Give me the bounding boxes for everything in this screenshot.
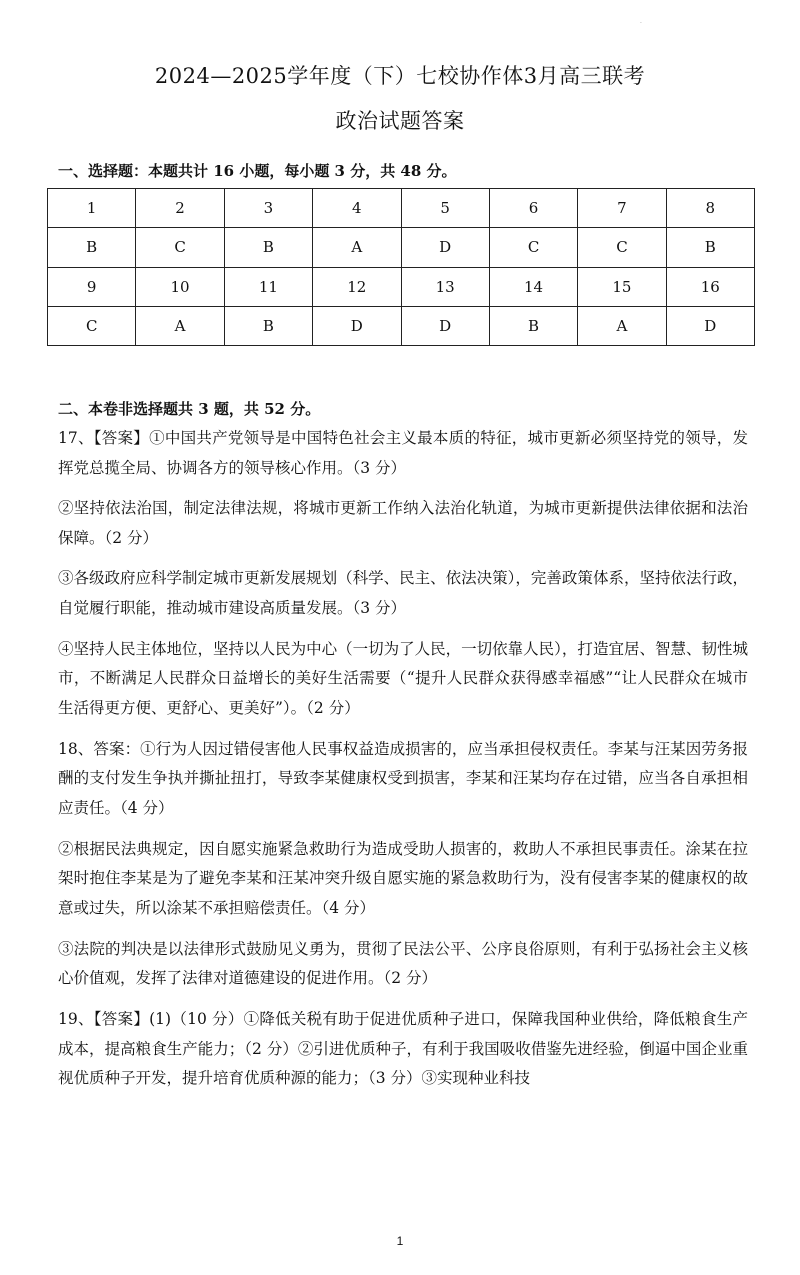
answer-row	[48, 306, 755, 345]
answer-cell: C	[489, 228, 577, 267]
question-number-cell: 12	[313, 267, 401, 306]
scan-speck: ·	[640, 20, 642, 27]
section-1-heading: 一、选择题：本题共计 16 小题，每小题 3 分，共 48 分。	[58, 162, 457, 180]
answer-cell: B	[666, 228, 754, 267]
question-number-cell: 1	[48, 189, 136, 228]
answer-paragraph: 19、【答案】(1)（10 分）①降低关税有助于促进优质种子进口，保障我国种业供给，降低粮食生产成本，提高粮食生产能力；（2 分）②引进优质种子，有利于我国吸收借鉴先进经验，倒逼中国企业重视优质种子开发，提升培育优质种源的能力；（3 分）③实现种业科技	[58, 1009, 748, 1088]
answer-cell: B	[224, 228, 312, 267]
answer-cell: B	[489, 306, 577, 345]
section-2-heading: 二、本卷非选择题共 3 题，共 52 分。	[58, 400, 321, 418]
answer-cell: B	[48, 228, 136, 267]
question-number-cell: 4	[313, 189, 401, 228]
answer-cell: A	[136, 306, 224, 345]
answer-paragraph: 18、答案：①行为人因过错侵害他人民事权益造成损害的，应当承担侵权责任。李某与汪某因劳务报酬的支付发生争执并撕扯扭打，导致李某健康权受到损害，李某和汪某均存在过错，应当各自承担相应责任。（4 分）	[58, 739, 748, 818]
question-number-cell: 13	[401, 267, 489, 306]
page-title: 2024—2025学年度（下）七校协作体3月高三联考	[154, 64, 646, 88]
question-number-cell: 8	[666, 189, 754, 228]
answer-cell: A	[578, 306, 666, 345]
question-number-row	[48, 189, 755, 228]
answer-row	[48, 228, 755, 267]
answer-paragraph: 17、【答案】①中国共产党领导是中国特色社会主义最本质的特征，城市更新必须坚持党的领导，发挥党总揽全局、协调各方的领导核心作用。（3 分）	[58, 429, 748, 477]
answer-cell: D	[666, 306, 754, 345]
question-number-cell: 15	[578, 267, 666, 306]
answer-cell: C	[48, 306, 136, 345]
answer-paragraph: ②根据民法典规定，因自愿实施紧急救助行为造成受助人损害的，救助人不承担民事责任。涂某在拉架时抱住李某是为了避免李某和汪某冲突升级自愿实施的紧急救助行为，没有侵害李某的健康权的故意或过失，所以涂某不承担赔偿责任。（4 分）	[58, 839, 748, 918]
answer-cell: B	[224, 306, 312, 345]
answer-table	[47, 188, 755, 346]
answer-paragraph: ②坚持依法治国，制定法律法规，将城市更新工作纳入法治化轨道，为城市更新提供法律依据和法治保障。（2 分）	[58, 499, 748, 547]
answer-cell: A	[313, 228, 401, 267]
answer-cell: C	[136, 228, 224, 267]
answer-paragraph: ③各级政府应科学制定城市更新发展规划（科学、民主、依法决策），完善政策体系，坚持依法行政，自觉履行职能，推动城市建设高质量发展。（3 分）	[58, 569, 748, 618]
question-number-cell: 5	[401, 189, 489, 228]
question-number-cell: 2	[136, 189, 224, 228]
answer-cell: C	[578, 228, 666, 267]
question-number-cell: 16	[666, 267, 754, 306]
question-number-row	[48, 267, 755, 306]
answer-cell: D	[313, 306, 401, 345]
answer-text	[58, 424, 748, 1105]
question-number-cell: 14	[489, 267, 577, 306]
question-number-cell: 3	[224, 189, 312, 228]
answer-cell: D	[401, 228, 489, 267]
answer-paragraph: ③法院的判决是以法律形式鼓励见义勇为，贯彻了民法公平、公序良俗原则，有利于弘扬社会主义核心价值观，发挥了法律对道德建设的促进作用。（2 分）	[58, 939, 748, 988]
question-number-cell: 7	[578, 189, 666, 228]
question-number-cell: 9	[48, 267, 136, 306]
page-number: 1	[396, 1234, 404, 1248]
page-subtitle: 政治试题答案	[335, 109, 465, 133]
answer-cell: D	[401, 306, 489, 345]
question-number-cell: 11	[224, 267, 312, 306]
answer-paragraph: ④坚持人民主体地位，坚持以人民为中心（一切为了人民，一切依靠人民），打造宜居、智慧、韧性城市，不断满足人民群众日益增长的美好生活需要（“提升人民群众获得感幸福感”“让人民群众在城市生活得更方便、更舒心、更美好”）。（2 分）	[58, 639, 748, 718]
question-number-cell: 6	[489, 189, 577, 228]
question-number-cell: 10	[136, 267, 224, 306]
